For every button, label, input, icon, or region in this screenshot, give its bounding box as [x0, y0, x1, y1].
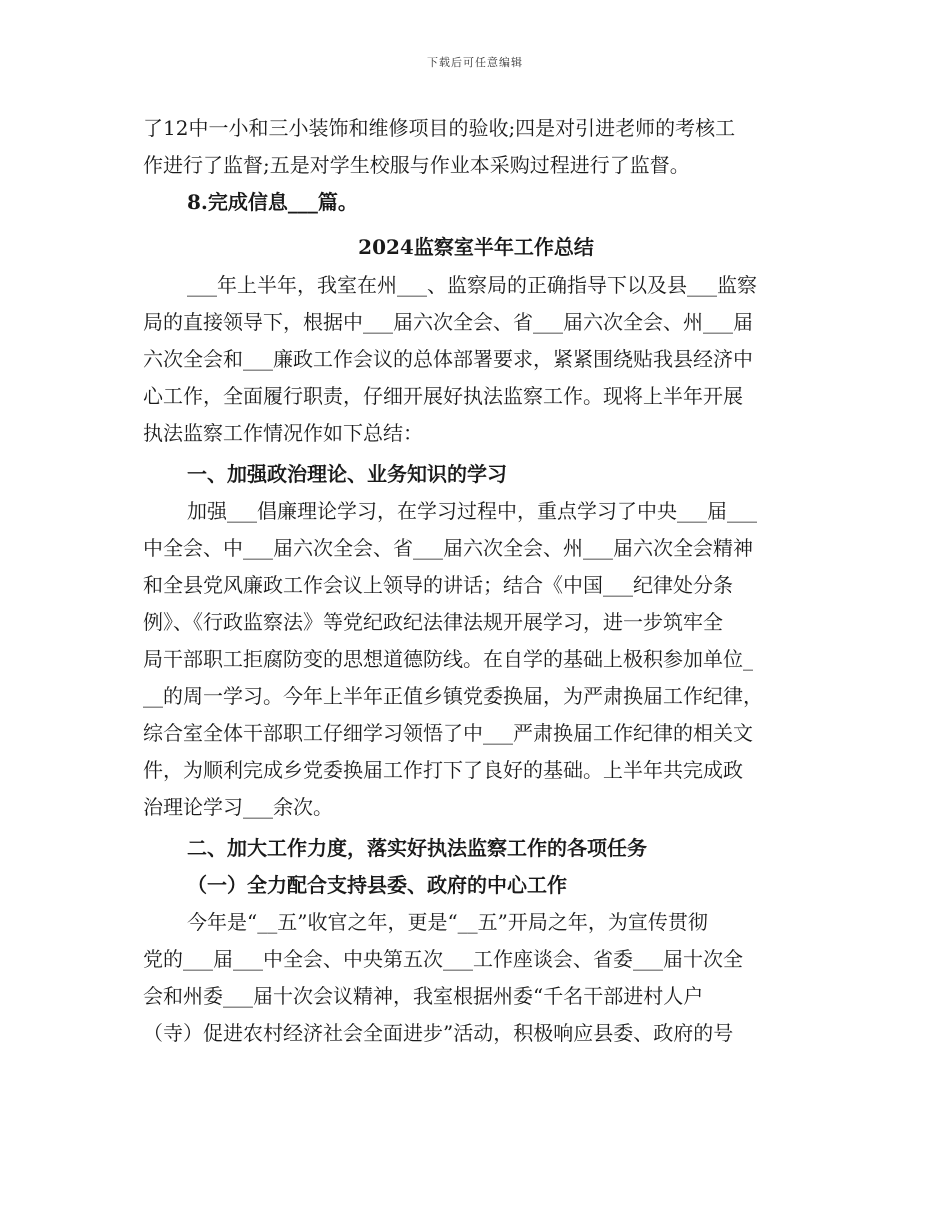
body-line: 作进行了监督;五是对学生校服与作业本采购过程进行了监督。 — [143, 153, 690, 177]
section1-line: __的周一学习。今年上半年正值乡镇党委换届，为严肃换届工作纪律， — [143, 684, 763, 708]
intro-line: 执法监察工作情况作如下总结： — [143, 421, 423, 445]
section-heading-1: 一、加强政治理论、业务知识的学习 — [187, 462, 507, 486]
section1-line: 中全会、中___届六次全会、省___届六次全会、州___届六次全会精神 — [143, 536, 753, 560]
document-title: 2024监察室半年工作总结 — [358, 235, 594, 259]
intro-line: ___年上半年，我室在州___、监察局的正确指导下以及县___监察 — [187, 273, 757, 297]
section1-line: 件，为顺利完成乡党委换届工作打下了良好的基础。上半年共完成政 — [143, 758, 743, 782]
section1-line: 加强___倡廉理论学习，在学习过程中，重点学习了中央___届___ — [187, 499, 757, 523]
body-line: 了12中一小和三小装饰和维修项目的验收;四是对引进老师的考核工 — [143, 116, 736, 140]
section1-line: 综合室全体干部职工仔细学习领悟了中___严肃换届工作纪律的相关文 — [143, 721, 753, 745]
intro-line: 心工作，全面履行职责，仔细开展好执法监察工作。现将上半年开展 — [143, 384, 743, 408]
section2-line: 会和州委___届十次会议精神，我室根据州委“千名干部进村人户 — [143, 984, 704, 1008]
section-heading-2: 二、加大工作力度，落实好执法监察工作的各项任务 — [187, 836, 647, 860]
section1-line: 例》、《行政监察法》等党纪政纪法律法规开展学习，进一步筑牢全 — [143, 610, 723, 634]
section2-line: 党的___届___中全会、中央第五次___工作座谈会、省委___届十次全 — [143, 947, 743, 971]
intro-line: 局的直接领导下，根据中___届六次全会、省___届六次全会、州___届 — [143, 310, 753, 334]
section1-line: 治理论学习___余次。 — [143, 795, 333, 819]
section1-line: 和全县党风廉政工作会议上领导的讲话；结合《中国___纪律处分条 — [143, 573, 733, 597]
section2-line: 今年是“__五”收官之年，更是“__五”开局之年，为宣传贯彻 — [187, 910, 708, 934]
section-subheading: （一）全力配合支持县委、政府的中心工作 — [187, 873, 567, 897]
intro-line: 六次全会和___廉政工作会议的总体部署要求，紧紧围绕贴我县经济中 — [143, 347, 753, 371]
section1-line: 局干部职工拒腐防变的思想道德防线。在自学的基础上极积参加单位_ — [143, 647, 753, 671]
document-body — [143, 110, 809, 1052]
section2-line: （寺）促进农村经济社会全面进步”活动，积极响应县委、政府的号 — [143, 1021, 734, 1045]
info-count-line: 8.完成信息___篇。 — [187, 190, 358, 214]
header-note: 下载后可任意编辑 — [427, 56, 523, 69]
